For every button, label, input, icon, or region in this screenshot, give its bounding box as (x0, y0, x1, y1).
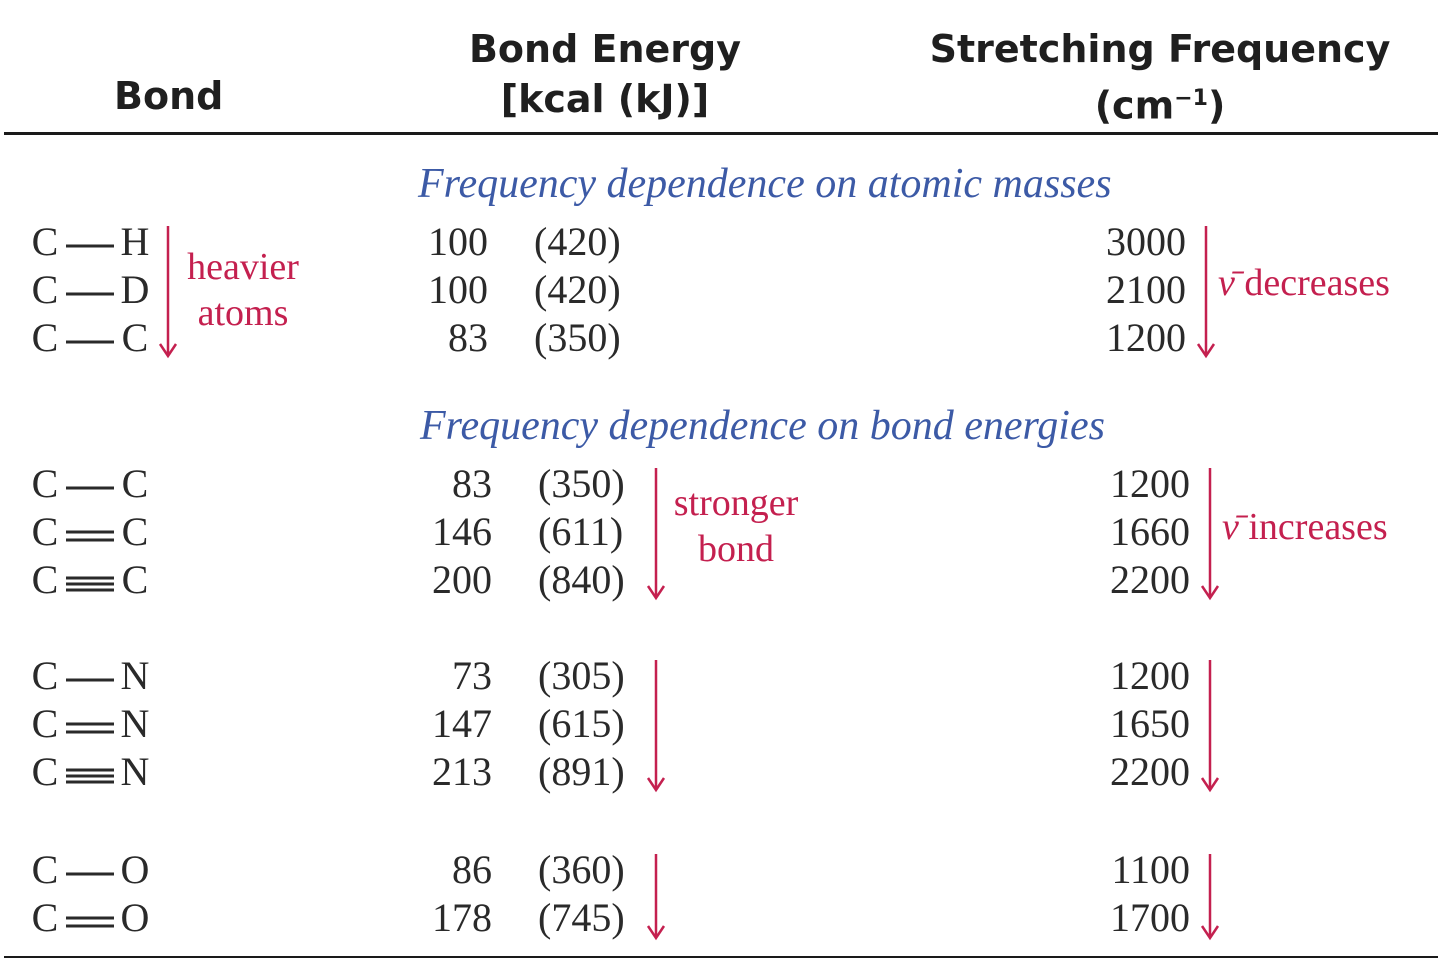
bond-formula (30, 556, 150, 604)
stronger-bond-line1: stronger (673, 482, 799, 524)
bond-atom2: O (120, 847, 150, 892)
stretching-frequency-value: 1200 (1106, 315, 1186, 360)
header-bond: Bond (114, 74, 224, 118)
bond-formula (30, 894, 150, 942)
bond-atom2: N (120, 653, 150, 698)
bond-atom2: N (120, 749, 150, 794)
bond-line-icon (64, 716, 116, 740)
nu-bar-symbol: ν̄ (1218, 262, 1235, 304)
stretching-frequency-value: 1650 (1110, 701, 1190, 746)
section-title-atomic-masses: Frequency dependence on atomic masses (418, 161, 1112, 207)
stretching-frequency-value: 2200 (1110, 749, 1190, 794)
stronger-bond-line2: bond (698, 528, 774, 570)
bond-atom2: H (120, 219, 150, 264)
bond-formula (30, 748, 150, 796)
heavier-atoms-line1: heavier (187, 246, 299, 288)
co-freq-arrow (1198, 852, 1222, 944)
header-bond-energy (440, 24, 770, 124)
bond-formula (30, 266, 150, 314)
bond-energy-kcal: 100 (428, 267, 488, 312)
bond-energy-kj: (615) (538, 701, 625, 746)
bond-formula (30, 508, 150, 556)
stretching-frequency-value: 2100 (1106, 267, 1186, 312)
heavier-atoms-note (176, 244, 310, 336)
stretching-frequency-value: 1660 (1110, 509, 1190, 554)
bond-atom1: C (31, 219, 59, 264)
bond-energy-kcal: 100 (428, 219, 488, 264)
bond-formula (30, 218, 150, 266)
cn-energy-arrow (644, 658, 668, 798)
bond-line-icon (64, 234, 116, 258)
bond-atom1: C (31, 557, 59, 602)
bond-line-icon (64, 668, 116, 692)
bond-atom2: O (120, 895, 150, 940)
bond-energy-kj: (360) (538, 847, 625, 892)
bond-energy-kj: (305) (538, 653, 625, 698)
header-frequency-line1: Stretching Frequency (929, 27, 1391, 71)
bond-energy-kcal: 146 (432, 509, 492, 554)
header-stretching-frequency (920, 24, 1400, 131)
bond-energy-kcal: 83 (448, 315, 488, 360)
bond-formula (30, 700, 150, 748)
bond-atom1: C (31, 701, 59, 746)
bond-atom1: C (31, 895, 59, 940)
stretching-frequency-value: 1200 (1110, 461, 1190, 506)
stretching-frequency-value: 2200 (1110, 557, 1190, 602)
bond-line-icon (64, 862, 116, 886)
stretching-frequency-value: 3000 (1106, 219, 1186, 264)
bond-formula (30, 460, 150, 508)
bond-energy-kj: (350) (538, 461, 625, 506)
bond-line-icon (64, 910, 116, 934)
bond-atom1: C (31, 749, 59, 794)
bond-energy-kcal: 83 (452, 461, 492, 506)
bond-formula (30, 314, 150, 362)
bond-formula (30, 652, 150, 700)
bond-energy-kj: (420) (534, 267, 621, 312)
bond-line-icon (64, 572, 116, 596)
header-rule (4, 132, 1438, 135)
bond-energy-kcal: 213 (432, 749, 492, 794)
bond-atom1: C (31, 509, 59, 554)
freq-decreases-note (1218, 260, 1390, 306)
bond-atom2: C (121, 557, 149, 602)
stretching-frequency-value: 1100 (1111, 847, 1190, 892)
bond-atom2: C (121, 509, 149, 554)
bond-energy-kcal: 200 (432, 557, 492, 602)
section-title-bond-energies: Frequency dependence on bond energies (420, 403, 1105, 449)
bond-energy-kj: (420) (534, 219, 621, 264)
co-energy-arrow (644, 852, 668, 944)
bond-line-icon (64, 330, 116, 354)
cn-freq-arrow (1198, 658, 1222, 798)
bond-line-icon (64, 524, 116, 548)
bond-atom1: C (31, 315, 59, 360)
stretching-frequency-value: 1700 (1110, 895, 1190, 940)
bond-energy-kcal: 178 (432, 895, 492, 940)
header-bond-energy-line1: Bond Energy (468, 27, 742, 71)
stronger-bond-note (664, 480, 808, 572)
bond-atom2: C (121, 315, 149, 360)
bond-energy-kj: (840) (538, 557, 625, 602)
bond-energy-kcal: 73 (452, 653, 492, 698)
header-bond-energy-line2: [kcal (kJ)] (500, 77, 710, 121)
bond-energy-kj: (745) (538, 895, 625, 940)
freq-increases-text: increases (1238, 506, 1388, 548)
bond-energy-kj: (611) (538, 509, 624, 554)
bond-atom1: C (31, 847, 59, 892)
freq-decreases-text: decreases (1234, 262, 1390, 304)
nu-bar-symbol: ν̄ (1222, 506, 1239, 548)
bond-atom1: C (31, 267, 59, 312)
bond-atom1: C (31, 653, 59, 698)
header-frequency-line2: $(cm^{-1})$ (1094, 83, 1226, 128)
freq-increases-note (1222, 504, 1388, 550)
freq-decreases-arrow (1194, 224, 1218, 364)
bond-atom2: C (121, 461, 149, 506)
bond-formula (30, 846, 150, 894)
heavier-atoms-line2: atoms (197, 292, 289, 334)
bond-atom2: D (120, 267, 150, 312)
stretching-frequency-value: 1200 (1110, 653, 1190, 698)
bond-energy-kcal: 147 (432, 701, 492, 746)
freq-increases-arrow (1198, 466, 1222, 606)
bond-atom1: C (31, 461, 59, 506)
bond-energy-kcal: 86 (452, 847, 492, 892)
bond-line-icon (64, 764, 116, 788)
bond-line-icon (64, 282, 116, 306)
footer-rule (4, 956, 1438, 958)
bond-energy-kj: (350) (534, 315, 621, 360)
bond-energy-kj: (891) (538, 749, 625, 794)
bond-line-icon (64, 476, 116, 500)
bond-atom2: N (120, 701, 150, 746)
